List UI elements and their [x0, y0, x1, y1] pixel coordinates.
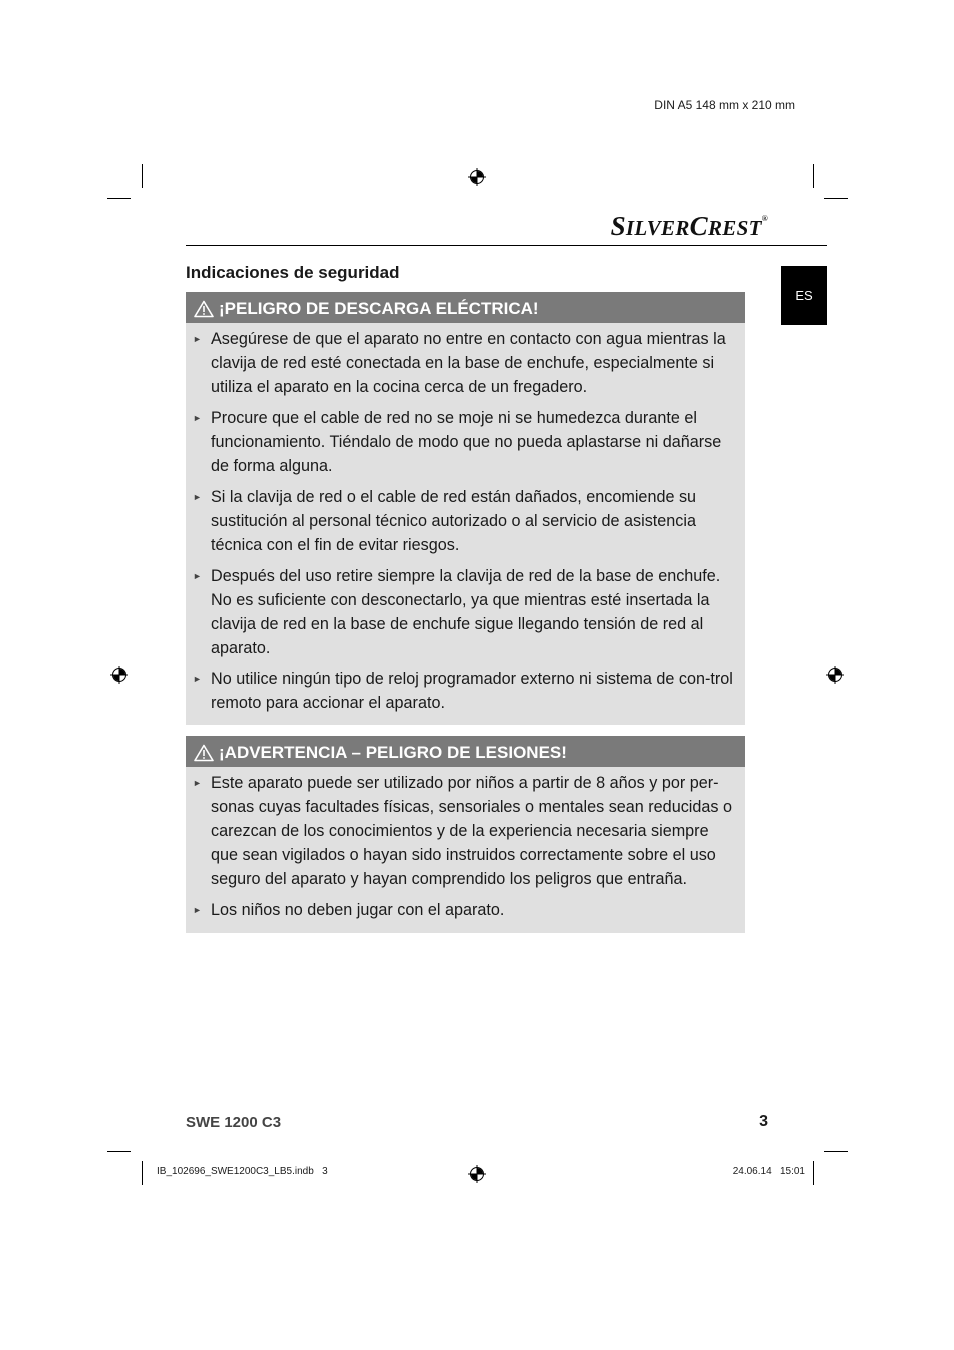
list-item: ► Procure que el cable de red no se moje ni se humedezca durante el funcionamiento. Tiéndalo de modo que no pueda aplastarse ni dañarse de forma alguna. — [211, 406, 737, 478]
warning-title: ¡PELIGRO DE DESCARGA ELÉCTRICA! — [219, 298, 539, 318]
date-label: 24.06.14 15:01 — [732, 1166, 805, 1177]
warning-box-injury — [186, 736, 745, 933]
crop-mark — [824, 198, 848, 199]
warning-list — [186, 767, 745, 922]
brand-logo: SILVERCREST® — [610, 211, 768, 241]
crop-mark — [107, 198, 131, 199]
registration-mark-icon — [468, 168, 486, 186]
warning-triangle-icon — [194, 300, 214, 318]
list-item: ► Después del uso retire siempre la clavija de red de la base de enchufe. No es suficiente con desconectarlo, ya que mientras esté insertada la clavija de red en la base de enchufe sigue llegando tensión de red al aparato. — [211, 564, 737, 660]
arrow-bullet-icon: ► — [193, 492, 202, 502]
arrow-bullet-icon: ► — [193, 905, 202, 915]
crop-mark — [813, 1161, 814, 1185]
arrow-bullet-icon: ► — [193, 674, 202, 684]
crop-mark — [142, 1161, 143, 1185]
arrow-bullet-icon: ► — [193, 413, 202, 423]
crop-mark — [107, 1151, 131, 1152]
model-label: SWE 1200 C3 — [186, 1114, 282, 1131]
header-rule — [186, 245, 827, 246]
warning-box-header — [186, 292, 745, 323]
crop-mark — [142, 164, 143, 188]
section-title: Indicaciones de seguridad — [186, 263, 400, 282]
format-label: DIN A5 148 mm x 210 mm — [654, 98, 795, 112]
language-tab: ES — [781, 266, 827, 325]
warning-triangle-icon — [194, 744, 214, 762]
warning-box-header — [186, 736, 745, 767]
crop-mark — [824, 1151, 848, 1152]
page-number: 3 — [759, 1113, 768, 1130]
arrow-bullet-icon: ► — [193, 334, 202, 344]
warning-title: ¡ADVERTENCIA – PELIGRO DE LESIONES! — [219, 742, 567, 762]
arrow-bullet-icon: ► — [193, 571, 202, 581]
registration-mark-icon — [468, 1165, 486, 1183]
list-item: ► No utilice ningún tipo de reloj programador externo ni sistema de con-trol remoto para accionar el aparato. — [211, 667, 737, 715]
list-item: ► Este aparato puede ser utilizado por niños a partir de 8 años y por per-sonas cuyas facultades físicas, sensoriales o mentales sean reducidas o carezcan de los conocimientos y de la experiencia necesaria siempre que sean vigilados o hayan sido instruidos correctamente sobre el uso seguro del aparato y hayan comprendido los peligros que entraña. — [211, 771, 737, 891]
arrow-bullet-icon: ► — [193, 778, 202, 788]
list-item: ► Asegúrese de que el aparato no entre en contacto con agua mientras la clavija de red esté conectada en la base de enchufe, especialmente si utiliza el aparato en la cocina cerca de un fregadero. — [211, 327, 737, 399]
file-label: IB_102696_SWE1200C3_LB5.indb 3 — [157, 1166, 328, 1177]
list-item: ► Si la clavija de red o el cable de red están dañados, encomiende su sustitución al personal técnico autorizado o al servicio de asistencia técnica con el fin de evitar riesgos. — [211, 485, 737, 557]
warning-box-electric-shock — [186, 292, 745, 725]
registration-mark-icon — [826, 666, 844, 684]
crop-mark — [813, 164, 814, 188]
list-item: ► Los niños no deben jugar con el aparato. — [211, 898, 737, 922]
warning-list — [186, 323, 745, 715]
registration-mark-icon — [110, 666, 128, 684]
